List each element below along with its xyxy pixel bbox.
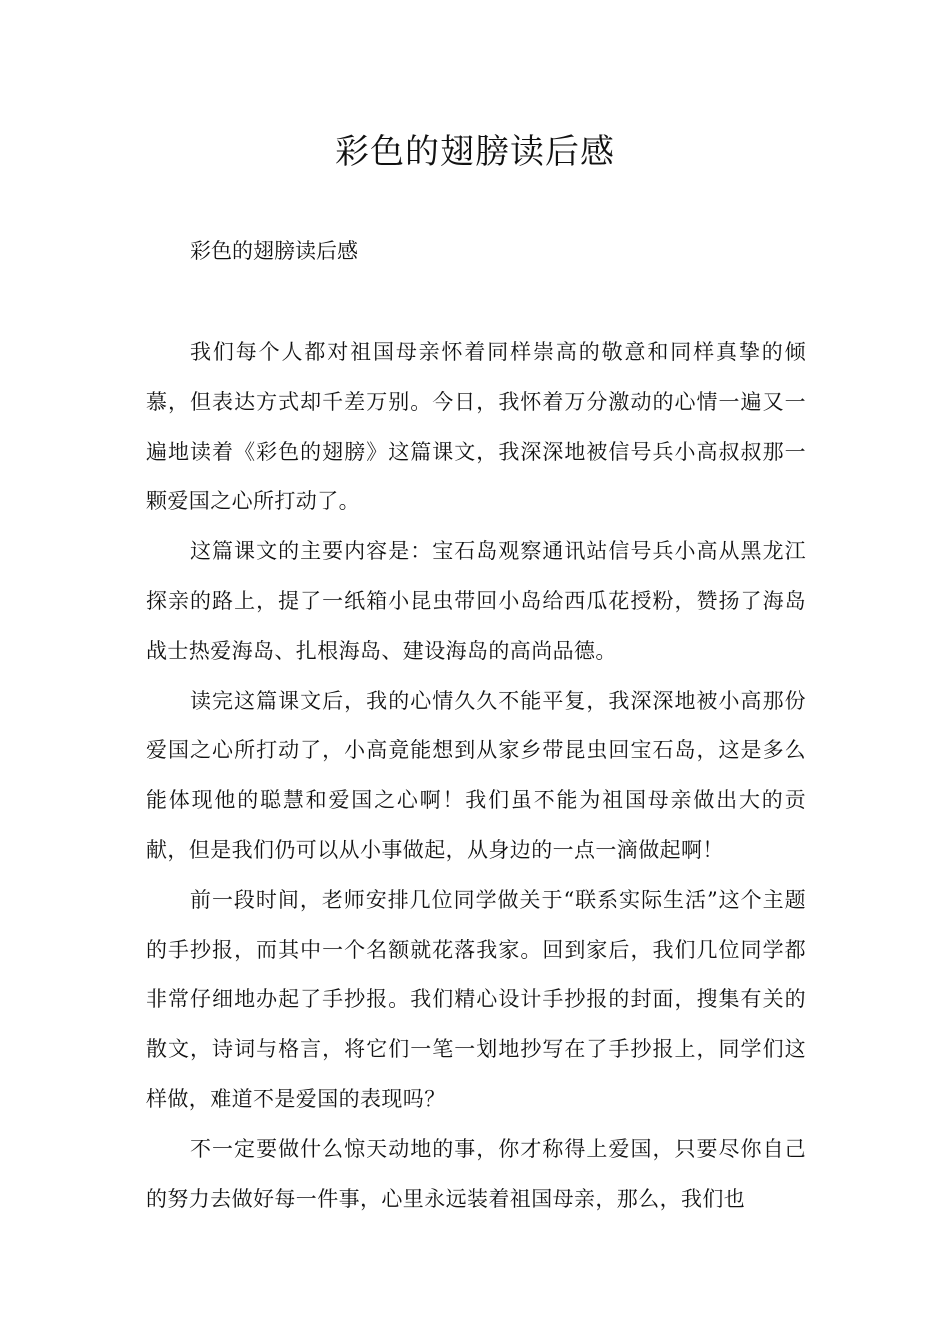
- paragraph-4: 前一段时间，老师安排几位同学做关于“联系实际生活”这个主题的手抄报，而其中一个名额就花落我家。回到家后，我们几位同学都非常仔细地办起了手抄报。我们精心设计手抄报的封面，搜集有关的散文，诗词与格言，将它们一笔一划地抄写在了手抄报上，同学们这样做，难道不是爱国的表现吗？: [146, 887, 806, 1111]
- document-body: [146, 328, 806, 1224]
- paragraph-3: 读完这篇课文后，我的心情久久不能平复，我深深地被小高那份爱国之心所打动了，小高竟能想到从家乡带昆虫回宝石岛，这是多么能体现他的聪慧和爱国之心啊！我们虽不能为祖国母亲做出大的贡献，但是我们仍可以从小事做起，从身边的一点一滴做起啊！: [146, 688, 806, 862]
- document-subtitle: 彩色的翅膀读后感: [190, 239, 358, 263]
- paragraph-2: 这篇课文的主要内容是：宝石岛观察通讯站信号兵小高从黑龙江探亲的路上，提了一纸箱小昆虫带回小岛给西瓜花授粉，赞扬了海岛战士热爱海岛、扎根海岛、建设海岛的高尚品德。: [146, 539, 806, 663]
- paragraph-1: 我们每个人都对祖国母亲怀着同样崇高的敬意和同样真挚的倾慕，但表达方式却千差万别。今日，我怀着万分激动的心情一遍又一遍地读着《彩色的翅膀》这篇课文，我深深地被信号兵小高叔叔那一颗爱国之心所打动了。: [146, 340, 806, 514]
- page-title: 彩色的翅膀读后感: [335, 132, 615, 172]
- paragraph-5: 不一定要做什么惊天动地的事，你才称得上爱国，只要尽你自己的努力去做好每一件事，心里永远装着祖国母亲，那么，我们也: [146, 1136, 806, 1211]
